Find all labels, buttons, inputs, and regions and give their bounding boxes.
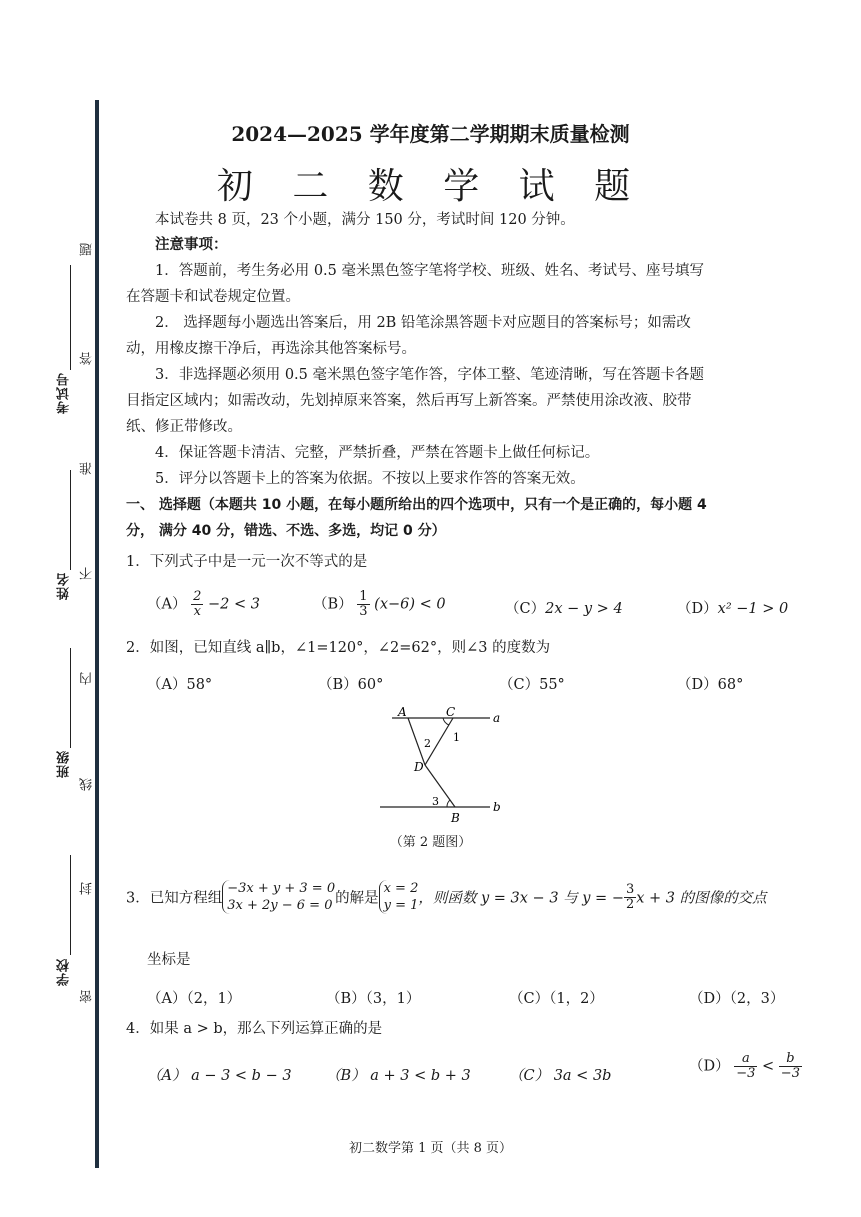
exam-subtitle: 初 二 数 学 试 题: [216, 166, 645, 207]
notice-heading: 注意事项：: [155, 237, 228, 253]
seal-char: 不: [80, 567, 95, 580]
line-label: b: [493, 800, 501, 814]
seal-char: 答: [80, 352, 95, 365]
notice-item: 动，用橡皮擦干净后，再选涂其他答案标号。: [126, 341, 416, 357]
q4-option-d: （D） $\frac{a}{-3}$ < $\frac{b}{-3}$: [689, 1051, 800, 1081]
question-3-stem: 3．已知方程组 −3x + y + 3 = 0 3x + 2y − 6 = 0 的解是 x = 2 y = 1 ，则函数 y = 3x − 3 与 y = − $\frac{3}{2}$ x + 3 的图像的交点: [126, 881, 767, 913]
question-2-stem: 2．如图，已知直线 a∥b，∠1=120°，∠2=62°，则∠3 的度数为: [126, 640, 551, 656]
notice-item: 目指定区域内；如需改动，先划掉原来答案，然后再写上新答案。严禁使用涂改液、胶带: [126, 393, 692, 409]
notice-item: 纸、修正带修改。: [126, 419, 242, 435]
q3-option-c: （C）（1，2）: [509, 991, 604, 1007]
q2-figure: [370, 705, 510, 830]
exam-no-label: 考试号: [57, 372, 72, 414]
q3-option-b: （B）（3，1）: [326, 991, 421, 1007]
name-label: 姓名: [57, 572, 72, 600]
point-label: C: [446, 705, 456, 719]
school-blank-line: [70, 855, 71, 955]
exam-no-blank-line: [70, 265, 71, 370]
notice-item: 3．非选择题必须用 0.5 毫米黑色签字笔作答，字体工整、笔迹清晰，写在答题卡各题: [155, 367, 705, 383]
q2-option-d: （D）68°: [677, 677, 744, 693]
angle-label: 2: [424, 737, 431, 750]
q1-option-d: （D）x² −1 > 0: [677, 601, 789, 617]
angle-label: 1: [453, 731, 460, 744]
q1-option-c: （C）2x − y > 4: [505, 601, 623, 617]
q2-figure-caption: （第 2 题图）: [389, 835, 472, 850]
question-1-stem: 1．下列式子中是一元一次不等式的是: [126, 554, 368, 570]
q4-option-b: （B） a + 3 < b + 3: [326, 1068, 471, 1084]
seal-char: 密: [80, 990, 95, 1003]
segment-DB: [425, 765, 455, 807]
notice-item: 1．答题前，考生务必用 0.5 毫米黑色签字笔将学校、班级、姓名、考试号、座号填写: [155, 263, 705, 279]
q4-option-a: （A） a − 3 < b − 3: [147, 1068, 292, 1084]
angle-arc: [443, 718, 449, 725]
q2-option-a: （A）58°: [147, 677, 213, 693]
point-label: A: [398, 705, 407, 719]
school-label: 学校: [57, 958, 72, 986]
seal-char: 封: [80, 882, 95, 895]
q3-option-d: （D）（2，3）: [689, 991, 785, 1007]
angle-arc: [447, 800, 450, 807]
class-label: 班级: [57, 750, 72, 778]
q2-option-b: （B）60°: [318, 677, 384, 693]
seal-char: 准: [80, 462, 95, 475]
question-4-stem: 4．如果 a > b，那么下列运算正确的是: [126, 1021, 383, 1037]
seal-char: 内: [80, 672, 95, 685]
angle-label: 3: [432, 795, 439, 808]
notice-item: 2． 选择题每小题选出答案后，用 2B 铅笔涂黑答题卡对应题目的答案标号；如需改: [155, 315, 691, 331]
q3-option-a: （A）（2，1）: [147, 991, 242, 1007]
segment-AD: [408, 718, 425, 765]
question-3-line2: 坐标是: [147, 952, 191, 968]
section-heading: 一、 选择题（本题共 10 小题，在每小题所给出的四个选项中，只有一个是正确的，每小题 4: [126, 497, 707, 513]
q4-option-c: （C） 3a < 3b: [509, 1068, 612, 1084]
name-blank-line: [70, 470, 71, 570]
q1-option-b: （B） $\frac{1}{3}$ (x−6) < 0: [313, 589, 446, 619]
q2-option-c: （C）55°: [499, 677, 565, 693]
section-heading: 分， 满分 40 分，错选、不选、多选，均记 0 分）: [126, 523, 446, 539]
binding-margin-line: [95, 100, 99, 1168]
page-footer: 初二数学第 1 页（共 8 页）: [348, 1141, 513, 1156]
notice-item: 在答题卡和试卷规定位置。: [126, 289, 300, 305]
exam-title: 2024—2025 学年度第二学期期末质量检测: [231, 122, 630, 146]
point-label: B: [451, 811, 460, 825]
seal-char: 线: [80, 778, 95, 791]
notice-item: 4．保证答题卡清洁、完整，严禁折叠，严禁在答题卡上做任何标记。: [155, 445, 600, 461]
line-label: a: [493, 711, 501, 725]
notice-item: 5．评分以答题卡上的答案为依据。不按以上要求作答的答案无效。: [155, 471, 585, 487]
q1-option-a: （A） $\frac{2}{x}$ −2 < 3: [147, 589, 260, 619]
intro-text: 本试卷共 8 页，23 个小题，满分 150 分，考试时间 120 分钟。: [155, 212, 575, 228]
class-blank-line: [70, 648, 71, 748]
point-label: D: [414, 760, 424, 774]
seal-char: 题: [80, 243, 95, 256]
